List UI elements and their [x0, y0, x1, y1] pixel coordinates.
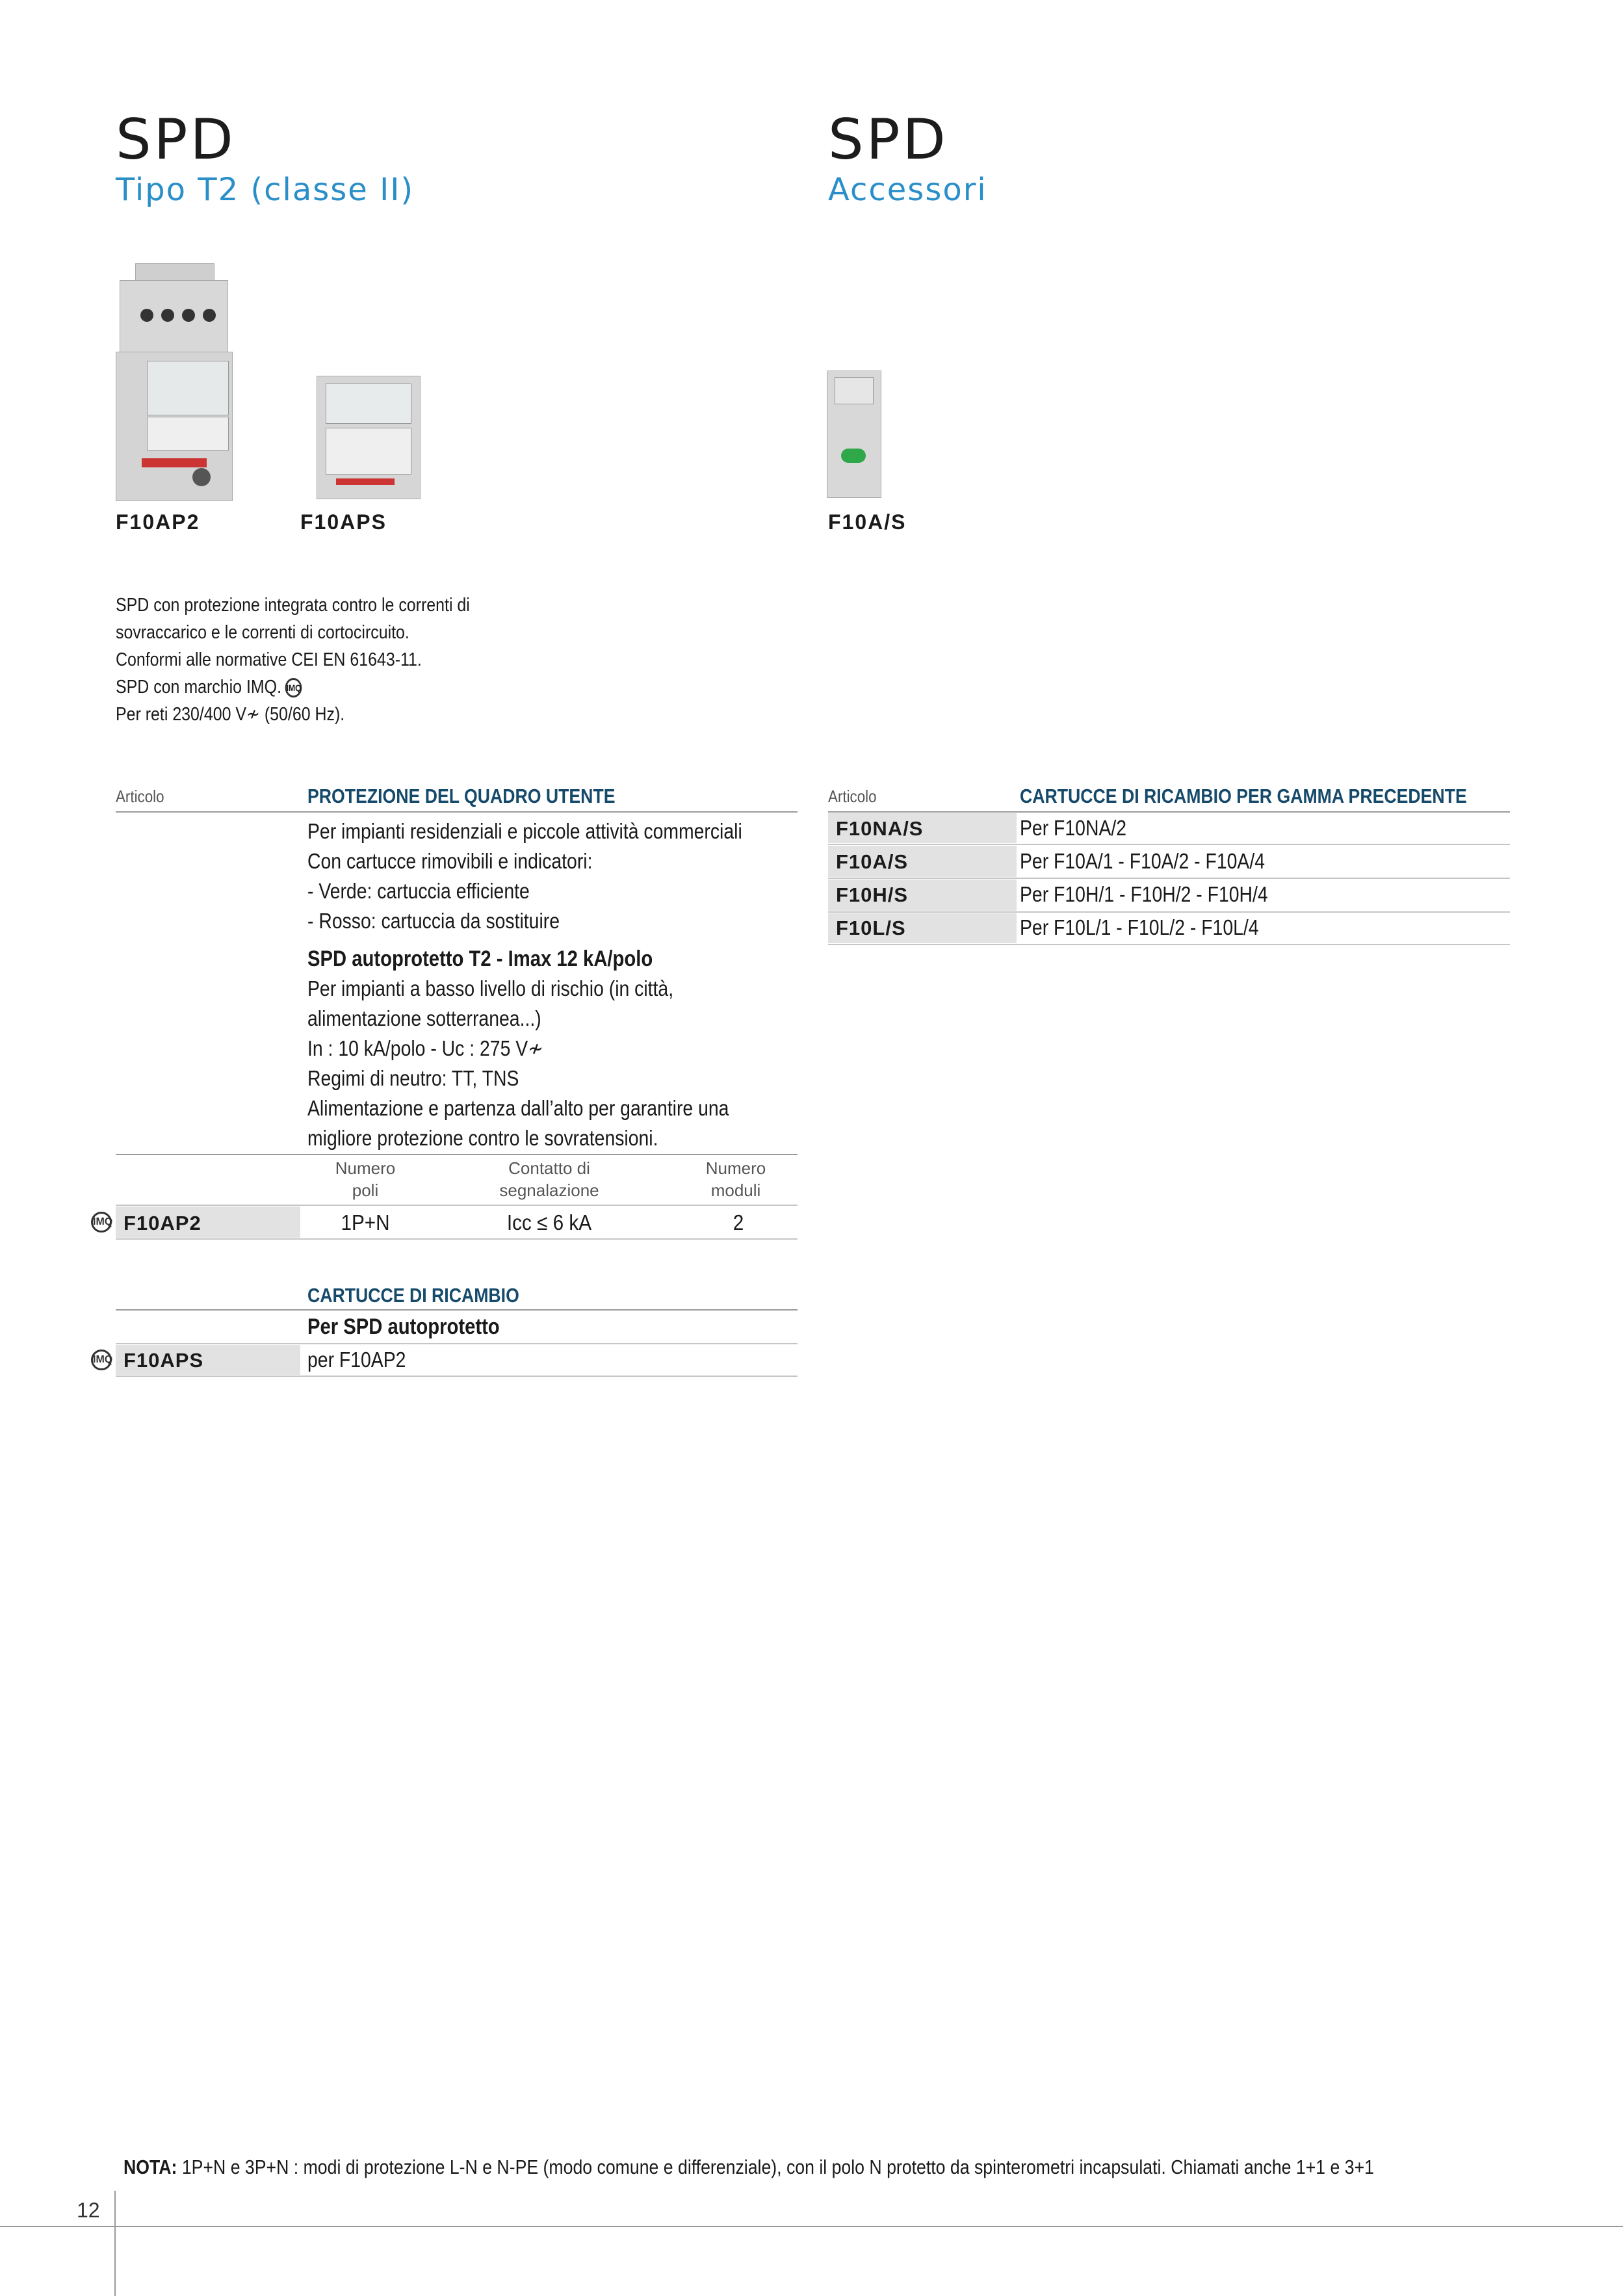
intro-line: Per impianti residenziali e piccole attività commerciali: [307, 819, 742, 843]
divider: [116, 1205, 798, 1206]
column-header-moduli: Numero moduli: [705, 1158, 766, 1200]
table-cell-desc: Per F10H/1 - F10H/2 - F10H/4: [1020, 882, 1268, 906]
left-title: SPD: [116, 107, 236, 172]
imq-icon: IMQ: [91, 1350, 112, 1370]
intro-line: - Verde: cartuccia efficiente: [307, 879, 530, 903]
divider: [116, 1343, 798, 1344]
intro-text: [307, 816, 742, 936]
imq-icon: IMQ: [285, 678, 302, 698]
column-header-poli: Numero poli: [335, 1158, 396, 1200]
spec-line: In : 10 kA/polo - Uc : 275 V≁: [307, 1036, 543, 1060]
table-row-code: F10AP2: [123, 1212, 201, 1234]
nota-footnote: [123, 2156, 1374, 2179]
table-cell-desc: Per F10A/1 - F10A/2 - F10A/4: [1020, 849, 1266, 873]
nota-label: NOTA:: [123, 2156, 177, 2178]
spec-line: alimentazione sotterranea...): [307, 1006, 541, 1030]
table-row-code: F10L/S: [836, 917, 906, 939]
table-row-code: F10APS: [123, 1349, 204, 1372]
product-image-f10ap2: [116, 263, 233, 501]
nota-text: 1P+N e 3P+N : modi di protezione L-N e N-PE (modo comune e differenziale), con il polo N protetto da spinterometri incapsulati. Chiamati anche 1+1 e 3+1: [181, 2156, 1374, 2178]
section-title-cartucce: CARTUCCE DI RICAMBIO: [307, 1284, 519, 1307]
divider: [828, 811, 1510, 813]
imq-icon: IMQ: [91, 1212, 112, 1233]
divider: [116, 1376, 798, 1377]
table-cell-poli: 1P+N: [341, 1210, 390, 1234]
description-line: SPD con protezione integrata contro le correnti di: [116, 595, 470, 616]
table-cell-moduli: 2: [733, 1210, 744, 1234]
footer-rule: [0, 2226, 1623, 2227]
column-header-contatto: Contatto di segnalazione: [499, 1158, 599, 1200]
table-cell-contatto: Icc ≤ 6 kA: [506, 1210, 592, 1234]
divider: [116, 1238, 798, 1240]
page-number: 12: [77, 2198, 100, 2222]
description-line: Per reti 230/400 V≁ (50/60 Hz).: [116, 704, 345, 725]
cartucce-subtitle: Per SPD autoprotetto: [307, 1314, 500, 1339]
description-line: SPD con marchio IMQ. IMQ: [116, 677, 302, 698]
divider: [116, 1309, 798, 1311]
product-image-f10aps: [317, 376, 421, 499]
product-image-f10a-s: [827, 371, 881, 498]
product-description: [116, 592, 507, 728]
right-subtitle: Accessori: [828, 172, 987, 208]
right-title: SPD: [828, 107, 948, 172]
intro-line: - Rosso: cartuccia da sostituire: [307, 909, 560, 933]
column-label-articolo: Articolo: [828, 787, 877, 806]
footer-vertical-rule: [114, 2191, 116, 2296]
description-line: sovraccarico e le correnti di cortocircuito.: [116, 622, 409, 643]
spec-line: Per impianti a basso livello di rischio (in città,: [307, 976, 674, 1000]
product-code-f10a-s: F10A/S: [828, 510, 907, 534]
intro-line: Con cartucce rimovibili e indicatori:: [307, 849, 593, 873]
left-subtitle: Tipo T2 (classe II): [116, 172, 415, 208]
product-title: SPD autoprotetto T2 - Imax 12 kA/polo: [307, 946, 653, 971]
divider: [116, 811, 798, 813]
table-row-code: F10NA/S: [836, 817, 924, 840]
section-title-protezione: PROTEZIONE DEL QUADRO UTENTE: [307, 785, 616, 807]
table-row-code: F10A/S: [836, 850, 909, 873]
table-cell-desc: per F10AP2: [307, 1348, 406, 1372]
product-code-f10aps: F10APS: [300, 510, 387, 534]
spec-line: Alimentazione e partenza dall’alto per garantire una: [307, 1096, 729, 1120]
table-cell-desc: Per F10L/1 - F10L/2 - F10L/4: [1020, 915, 1259, 939]
divider: [116, 1154, 798, 1155]
spec-line: Regimi di neutro: TT, TNS: [307, 1066, 519, 1090]
divider: [828, 944, 1510, 945]
description-line: Conformi alle normative CEI EN 61643-11.: [116, 649, 422, 670]
column-label-articolo: Articolo: [116, 787, 164, 806]
divider: [828, 878, 1510, 879]
product-code-f10ap2: F10AP2: [116, 510, 200, 534]
spec-line: migliore protezione contro le sovratensioni.: [307, 1126, 658, 1150]
product-spec-text: [307, 974, 729, 1153]
divider: [828, 844, 1510, 845]
table-row-code: F10H/S: [836, 883, 909, 906]
section-title-gamma-precedente: CARTUCCE DI RICAMBIO PER GAMMA PRECEDENTE: [1020, 785, 1467, 807]
table-cell-desc: Per F10NA/2: [1020, 816, 1127, 840]
